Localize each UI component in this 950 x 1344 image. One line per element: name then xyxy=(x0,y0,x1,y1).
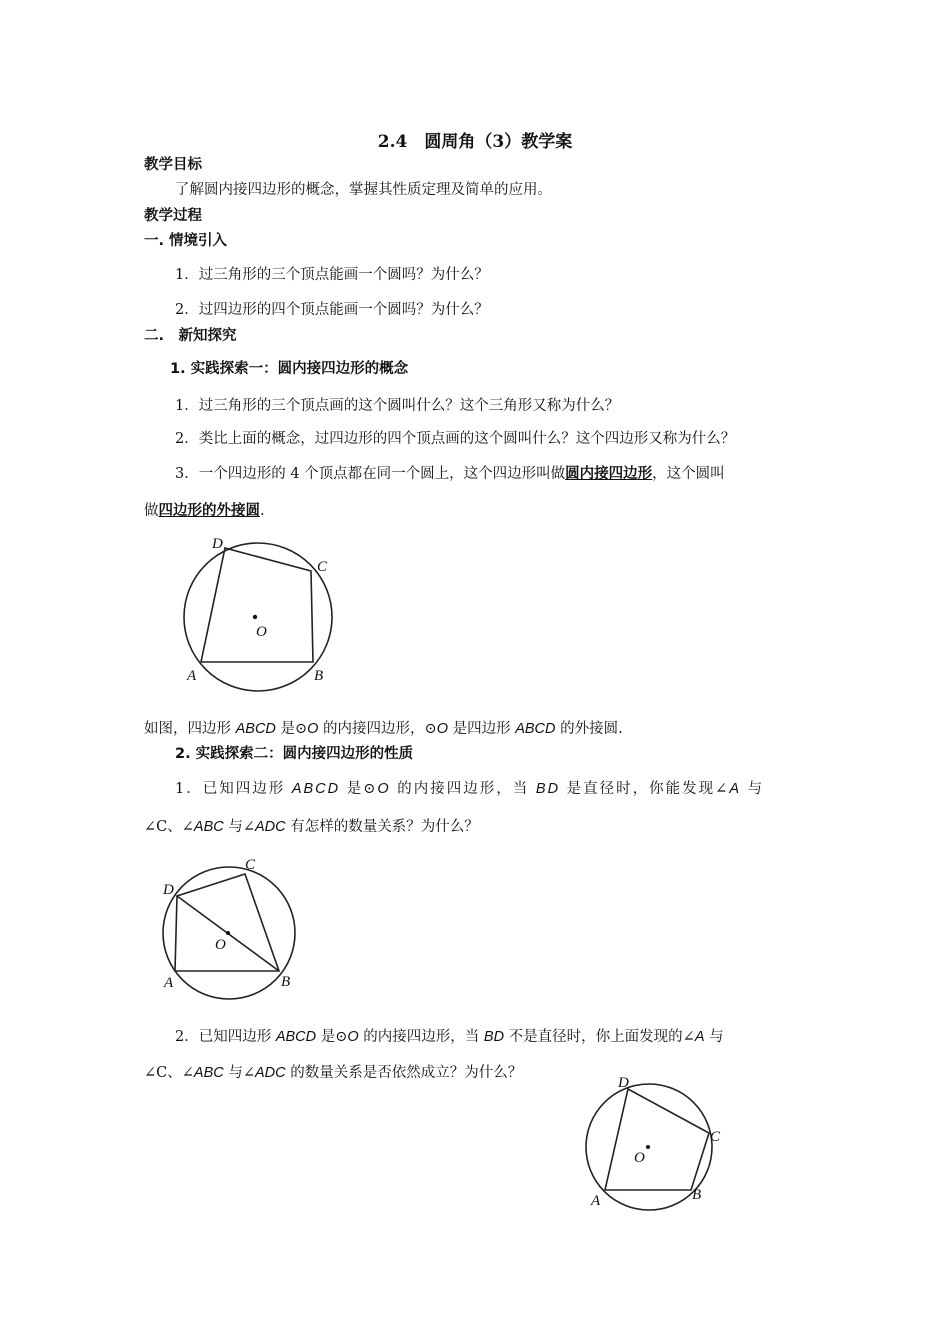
label-o: O xyxy=(256,624,267,640)
q-adc: ADC xyxy=(255,1065,286,1081)
caption-text-d: 是四边形 xyxy=(448,721,516,737)
q3-text-b: ，这个圆叫 xyxy=(652,466,725,482)
intro-question-2: 2．过四边形的四个顶点能画一个圆吗？为什么？ xyxy=(175,302,489,318)
label-a: A xyxy=(164,975,174,991)
exploration-1-question-2: 2．类比上面的概念，过四边形的四个顶点画的这个圆叫什么？这个四边形又称为什么？ xyxy=(175,431,736,447)
q-o: O xyxy=(377,781,391,797)
label-c: C xyxy=(317,559,328,575)
section-2-heading: 二. 新知探究 xyxy=(144,328,237,344)
caption-text-c: 的内接四边形，⊙ xyxy=(318,721,437,737)
q-text: 的内接四边形，当 xyxy=(358,1029,484,1045)
label-d: D xyxy=(618,1075,629,1091)
caption-o: O xyxy=(307,721,319,737)
q3-text-d: . xyxy=(260,503,265,519)
q-abc: ABC xyxy=(193,1065,224,1081)
label-a: A xyxy=(591,1193,601,1209)
document-title: 2.4 圆周角（3）教学案 xyxy=(377,132,573,152)
q-a: A xyxy=(694,1029,705,1045)
center-point xyxy=(253,615,257,619)
q-text: 与∠ xyxy=(223,1065,255,1081)
exploration-2-question-2-cont xyxy=(144,1061,522,1082)
exploration-1-question-3-cont xyxy=(144,499,265,520)
q-abcd: ABCD xyxy=(291,781,341,797)
figure-bd-not-diameter xyxy=(578,1068,738,1218)
q-text: 与 xyxy=(741,781,765,797)
q-abcd: ABCD xyxy=(275,1029,317,1045)
q-abc: ABC xyxy=(193,819,224,835)
center-point xyxy=(226,931,230,935)
label-b: B xyxy=(692,1187,702,1203)
label-c: C xyxy=(710,1129,721,1145)
label-d: D xyxy=(212,536,223,552)
quadrilateral-abcd xyxy=(201,548,313,662)
exploration-1-question-1: 1．过三角形的三个顶点画的这个圆叫什么？这个三角形又称为什么？ xyxy=(175,398,620,414)
circle xyxy=(184,543,332,691)
figure-caption xyxy=(144,717,623,738)
q-text: 的数量关系是否依然成立？为什么？ xyxy=(285,1065,523,1081)
q-text: 与∠ xyxy=(223,819,255,835)
goal-heading: 教学目标 xyxy=(144,157,202,173)
q3-text-a: 3．一个四边形的 4 个顶点都在同一个圆上，这个四边形叫做 xyxy=(175,466,566,482)
q-text: 的内接四边形，当 xyxy=(390,781,536,797)
caption-text-a: 如图，四边形 xyxy=(144,721,236,737)
caption-abcd: ABCD xyxy=(235,721,276,737)
q-text: 不是直径时，你上面发现的∠ xyxy=(504,1029,695,1045)
q-bd: BD xyxy=(535,781,561,797)
caption-abcd: ABCD xyxy=(515,721,556,737)
q-text: 2．已知四边形 xyxy=(175,1029,276,1045)
q-text: 有怎样的数量关系？为什么？ xyxy=(285,819,479,835)
center-point xyxy=(646,1145,650,1149)
exploration-1-question-3 xyxy=(175,462,725,483)
exploration-2-question-2 xyxy=(175,1025,724,1046)
goal-text: 了解圆内接四边形的概念，掌握其性质定理及简单的应用。 xyxy=(175,182,552,198)
intro-question-1: 1．过三角形的三个顶点能画一个圆吗？为什么？ xyxy=(175,267,489,283)
figure-bd-diameter xyxy=(155,852,315,1002)
label-c: C xyxy=(245,857,256,873)
q3-text-c: 做 xyxy=(144,503,159,519)
exploration-2-heading: 2. 实践探索二：圆内接四边形的性质 xyxy=(175,746,414,762)
quadrilateral-abcd xyxy=(605,1089,709,1190)
label-a: A xyxy=(187,668,197,684)
quadrilateral-abcd xyxy=(175,874,279,971)
figure-inscribed-quadrilateral xyxy=(170,528,370,703)
label-b: B xyxy=(281,974,291,990)
section-1-heading: 一. 情境引入 xyxy=(144,233,228,249)
label-d: D xyxy=(163,882,174,898)
q-o: O xyxy=(347,1029,359,1045)
exploration-2-question-1-cont xyxy=(144,815,479,836)
q-text: 是⊙ xyxy=(340,781,378,797)
label-o: O xyxy=(215,937,226,953)
q-text: 与 xyxy=(704,1029,724,1045)
caption-text-b: 是⊙ xyxy=(275,721,308,737)
q-adc: ADC xyxy=(255,819,286,835)
q-text: ∠C、∠ xyxy=(144,819,194,835)
process-heading: 教学过程 xyxy=(144,208,202,224)
term-inscribed-quadrilateral: 圆内接四边形 xyxy=(565,465,653,482)
term-circumscribed-circle: 四边形的外接圆 xyxy=(158,502,260,519)
q-text: 是⊙ xyxy=(316,1029,348,1045)
q-a: A xyxy=(729,781,741,797)
caption-o: O xyxy=(436,721,448,737)
q-bd: BD xyxy=(483,1029,505,1045)
caption-text-e: 的外接圆. xyxy=(555,721,623,737)
exploration-1-heading: 1. 实践探索一：圆内接四边形的概念 xyxy=(170,361,409,377)
label-o: O xyxy=(634,1150,645,1166)
q-text: ∠C、∠ xyxy=(144,1065,194,1081)
q-text: 是直径时，你能发现∠ xyxy=(560,781,730,797)
exploration-2-question-1 xyxy=(175,777,764,798)
label-b: B xyxy=(314,668,324,684)
q-text: 1．已知四边形 xyxy=(175,781,292,797)
